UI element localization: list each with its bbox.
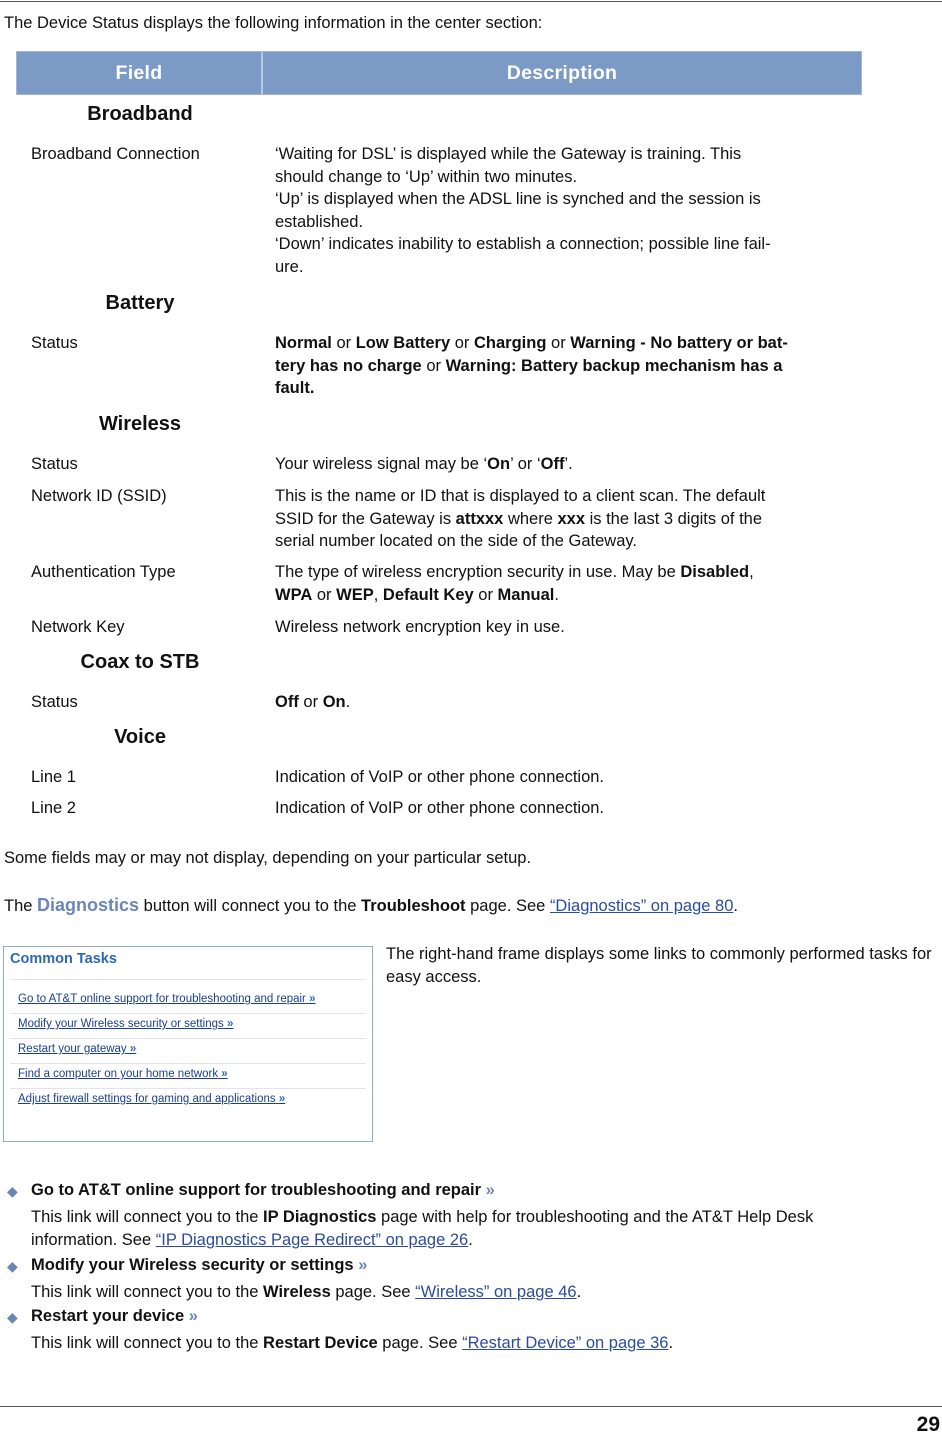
task-label: Find a computer on your home network: [18, 1068, 219, 1080]
side-text: The right-hand frame displays some links to commonly performed tasks for easy access.: [386, 945, 932, 986]
divider: [10, 979, 366, 980]
field-authentication-type: Authentication Type: [31, 563, 176, 581]
bullet-text-restart: [31, 1332, 931, 1355]
val-wep: WEP: [336, 585, 374, 604]
body-text: .: [576, 1283, 582, 1301]
or-text: or: [454, 334, 470, 352]
desc-wireless-status: [275, 453, 855, 476]
field-network-key: Network Key: [31, 618, 125, 636]
body-text: page with help for troubleshooting and the AT&T Help Desk: [376, 1208, 814, 1226]
divider: [10, 1063, 366, 1064]
or-text: or: [426, 356, 441, 375]
desc-line: ure.: [275, 257, 304, 276]
desc-text: ’.: [564, 455, 573, 473]
double-chevron-icon: »: [129, 1043, 137, 1055]
desc-coax-status: Off or On.: [275, 693, 351, 711]
desc-broadband-connection: [275, 143, 855, 278]
desc-line: This is the name or ID that is displayed to a client scan. The default: [275, 487, 766, 505]
desc-line: ‘Up’ is displayed when the ADSL line is synched and the session is: [275, 190, 761, 208]
task-link-wireless[interactable]: [18, 1018, 233, 1030]
diagnostics-link[interactable]: “Diagnostics” on page 80: [549, 897, 734, 915]
desc-text: is the last 3 digits of the: [585, 509, 763, 528]
double-chevron-icon: »: [358, 1256, 368, 1274]
field-wireless-status: Status: [31, 455, 78, 473]
troubleshoot-label: Troubleshoot: [361, 897, 466, 915]
table-header: [16, 51, 862, 95]
section-voice: Voice: [114, 726, 166, 748]
diagnostics-paragraph: [4, 895, 738, 916]
body-text: page. See: [330, 1283, 416, 1301]
val-charging: Charging: [474, 334, 547, 352]
body-text: This link will connect you to the: [31, 1208, 264, 1226]
desc-text: The type of wireless encryption security in use. May be: [275, 563, 681, 581]
body-text: .: [668, 1334, 674, 1352]
section-coax-to-stb: Coax to STB: [80, 651, 200, 673]
task-label: Adjust firewall settings for gaming and applications: [18, 1093, 276, 1105]
val-manual: Manual: [497, 585, 555, 604]
task-link-restart[interactable]: [18, 1043, 136, 1055]
section-battery: Battery: [105, 292, 175, 314]
task-label: Restart your gateway: [18, 1043, 127, 1055]
val-disabled: Disabled: [680, 563, 750, 581]
para-text: button will connect you to the: [139, 897, 362, 915]
page-number: 29: [916, 1413, 940, 1436]
double-chevron-icon: »: [278, 1093, 286, 1105]
val-off: Off: [275, 693, 299, 711]
target-page-label: IP Diagnostics: [263, 1208, 377, 1226]
or-text: or: [551, 334, 566, 352]
ip-diagnostics-link[interactable]: “IP Diagnostics Page Redirect” on page 26: [155, 1231, 469, 1249]
bullet-text-att-support: [31, 1206, 931, 1252]
diamond-bullet-icon: ◆: [7, 1309, 18, 1325]
or-text: or: [316, 585, 332, 604]
task-link-find-computer[interactable]: [18, 1068, 228, 1080]
heading-text: Restart your device: [31, 1307, 185, 1325]
double-chevron-icon: »: [227, 1018, 234, 1030]
or-text: or: [303, 693, 319, 711]
body-text: This link will connect you to the: [31, 1334, 264, 1352]
desc-network-id: [275, 485, 855, 553]
diamond-bullet-icon: ◆: [7, 1183, 18, 1199]
bullet-heading-att-support: [31, 1181, 495, 1200]
desc-text: where: [503, 509, 558, 528]
field-coax-status: Status: [31, 693, 78, 711]
para-text: .: [733, 897, 738, 915]
field-line-1: Line 1: [31, 768, 76, 786]
heading-text: Modify your Wireless security or settings: [31, 1256, 354, 1274]
val-on: On: [487, 455, 511, 473]
val-warning-no-battery: Warning - No battery or bat-: [570, 334, 788, 352]
divider: [10, 1088, 366, 1089]
divider: [10, 1038, 366, 1039]
desc-line: serial number located on the side of the Gateway.: [275, 532, 637, 550]
val-off: Off: [540, 455, 565, 473]
bullet-text-wireless: [31, 1281, 931, 1304]
field-battery-status: Status: [31, 334, 78, 352]
bullet-heading-restart: [31, 1307, 198, 1326]
divider: [10, 1013, 366, 1014]
desc-line: ‘Waiting for DSL’ is displayed while the Gateway is training. This: [275, 145, 742, 163]
desc-authentication-type: The type of wireless encryption security in use. May be Disabled, WPA or WEP, Default Key or Manual.: [275, 563, 754, 604]
task-link-firewall[interactable]: [18, 1093, 285, 1105]
double-chevron-icon: »: [485, 1181, 495, 1199]
task-label: Modify your Wireless security or settings: [18, 1018, 224, 1030]
para-text: The: [4, 897, 38, 915]
val-xxx: xxx: [557, 509, 585, 528]
wireless-link[interactable]: “Wireless” on page 46: [415, 1283, 577, 1301]
desc-line: established.: [275, 212, 364, 231]
task-link-att-support[interactable]: [18, 993, 316, 1005]
desc-text: SSID for the Gateway is: [275, 509, 456, 528]
bullet-heading-wireless: [31, 1256, 367, 1275]
or-text: or: [478, 585, 493, 604]
common-tasks-title: Common Tasks: [10, 951, 117, 967]
para-text: page. See: [465, 897, 550, 915]
double-chevron-icon: »: [221, 1068, 228, 1080]
common-tasks-panel: [3, 946, 373, 1142]
desc-text: ’ or ‘: [510, 455, 541, 473]
heading-text: Go to AT&T online support for troubleshooting and repair: [31, 1181, 482, 1199]
val-low-battery: Low Battery: [355, 334, 451, 352]
val-on: On: [322, 693, 346, 711]
note-text: Some fields may or may not display, depending on your particular setup.: [4, 849, 532, 867]
header-description: Description: [506, 62, 618, 84]
field-line-2: Line 2: [31, 799, 76, 817]
val-warning-no-battery-cont: tery has no charge: [275, 356, 422, 375]
diagnostics-button-label: Diagnostics: [37, 895, 140, 915]
val-normal: Normal: [275, 334, 332, 352]
body-text: .: [468, 1231, 473, 1249]
desc-network-key: Wireless network encryption key in use.: [275, 618, 565, 636]
val-default-key: Default Key: [382, 585, 474, 604]
bottom-rule: [0, 1406, 942, 1407]
diamond-bullet-icon: ◆: [7, 1258, 18, 1274]
body-text: information. See: [31, 1231, 156, 1249]
desc-line: ‘Down’ indicates inability to establish a connection; possible line fail-: [275, 235, 771, 253]
val-attxxx: attxxx: [455, 509, 504, 528]
desc-battery-status: [275, 332, 855, 400]
task-label: Go to AT&T online support for troubleshooting and repair: [18, 993, 306, 1005]
double-chevron-icon: »: [188, 1307, 198, 1325]
val-wpa: WPA: [275, 585, 313, 604]
body-text: page. See: [377, 1334, 463, 1352]
section-broadband: Broadband: [87, 103, 193, 125]
body-text: This link will connect you to the: [31, 1283, 264, 1301]
field-network-id: Network ID (SSID): [31, 487, 167, 505]
desc-text: Your wireless signal may be ‘: [275, 455, 488, 473]
target-page-label: Wireless: [263, 1283, 331, 1301]
section-wireless: Wireless: [98, 413, 182, 435]
header-field: Field: [115, 62, 163, 84]
val-warning-backup-cont: fault.: [275, 379, 315, 397]
intro-text: The Device Status displays the following information in the center section:: [4, 14, 543, 32]
val-warning-backup: Warning: Battery backup mechanism has a: [445, 356, 783, 375]
restart-device-link[interactable]: “Restart Device” on page 36: [462, 1334, 669, 1352]
desc-line: should change to ‘Up’ within two minutes.: [275, 167, 578, 186]
or-text: or: [336, 334, 352, 352]
target-page-label: Restart Device: [263, 1334, 378, 1352]
desc-line-1: Indication of VoIP or other phone connection.: [275, 768, 605, 786]
desc-line-2: Indication of VoIP or other phone connection.: [275, 799, 605, 817]
field-broadband-connection: Broadband Connection: [31, 145, 200, 163]
double-chevron-icon: »: [309, 993, 316, 1005]
top-rule: [0, 1, 942, 2]
